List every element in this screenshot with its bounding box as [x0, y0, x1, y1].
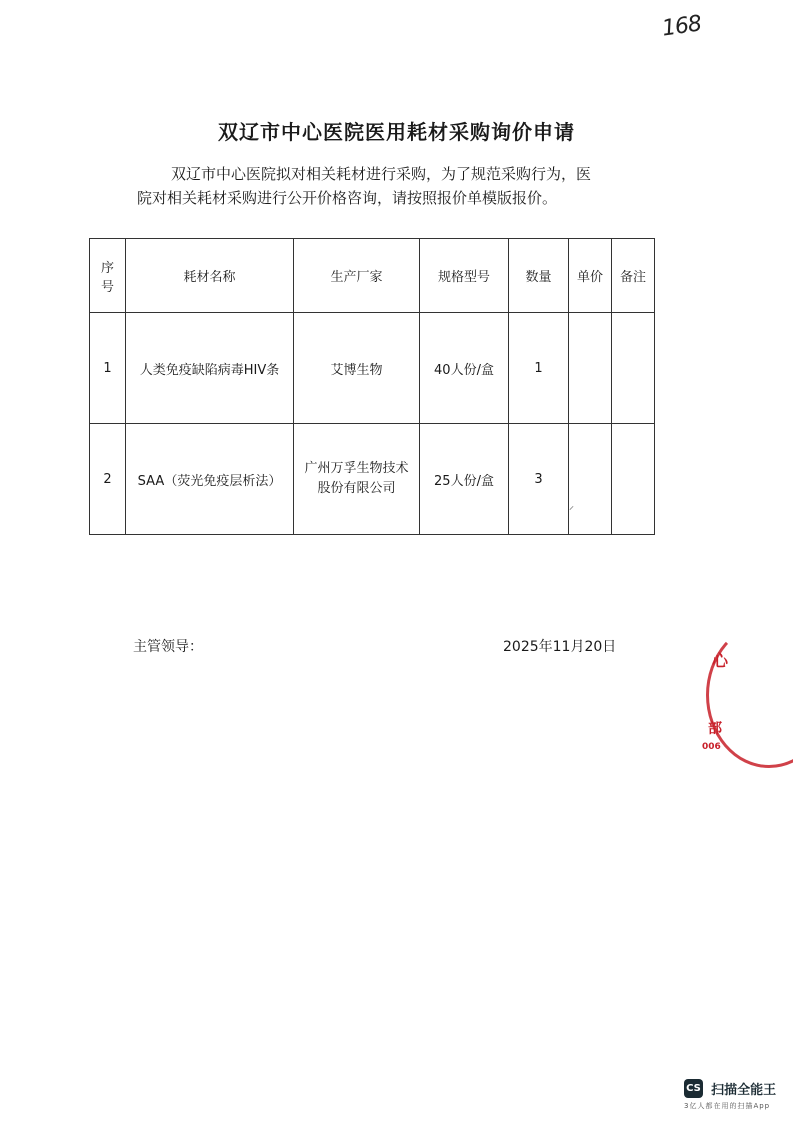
cell-qty: 3 [509, 424, 569, 535]
cell-spec: 25人份/盒 [420, 424, 509, 535]
header-name: 耗材名称 [126, 239, 294, 313]
table-row [90, 313, 655, 424]
header-manufacturer: 生产厂家 [294, 239, 420, 313]
document-title: 双辽市中心医院医用耗材采购询价申请 [218, 120, 575, 144]
intro-line-2: 院对相关耗材采购进行公开价格咨询，请按照报价单模版报价。 [137, 189, 558, 207]
inquiry-table [89, 238, 655, 535]
watermark-app-name: 扫描全能王 [711, 1083, 777, 1098]
pen-mark: ⸝ [569, 501, 574, 512]
cell-name: SAA（荧光免疫层析法） [126, 424, 294, 535]
watermark-tagline: 3亿人都在用的扫描App [684, 1102, 771, 1110]
seal-char: 部 [708, 721, 722, 737]
table-row [90, 424, 655, 535]
supervisor-label: 主管领导： [133, 639, 203, 655]
cell-qty: 1 [509, 313, 569, 424]
header-price: 单价 [569, 239, 612, 313]
cell-manufacturer: 艾博生物 [294, 313, 420, 424]
header-spec: 规格型号 [420, 239, 509, 313]
handwritten-page-number: 168 [660, 11, 703, 42]
cell-manufacturer: 广州万孚生物技术股份有限公司 [294, 424, 420, 535]
cell-no: 1 [90, 313, 126, 424]
cell-note [612, 313, 655, 424]
cell-price [569, 313, 612, 424]
camscanner-logo-icon: CS [684, 1079, 703, 1098]
cell-name: 人类免疫缺陷病毒HIV条 [126, 313, 294, 424]
table-header-row [90, 239, 655, 313]
cell-spec: 40人份/盒 [420, 313, 509, 424]
cell-note [612, 424, 655, 535]
seal-digits: 006 [702, 742, 721, 752]
official-seal [700, 622, 790, 762]
cell-no: 2 [90, 424, 126, 535]
header-note: 备注 [612, 239, 655, 313]
intro-paragraph [137, 162, 637, 210]
header-no: 序 号 [90, 239, 126, 313]
intro-line-1: 双辽市中心医院拟对相关耗材进行采购，为了规范采购行为，医 [171, 165, 592, 183]
header-qty: 数量 [509, 239, 569, 313]
document-date: 2025年11月20日 [503, 639, 617, 655]
cell-price [569, 424, 612, 535]
scanner-watermark [684, 1078, 776, 1111]
seal-char: 心 [712, 651, 729, 670]
